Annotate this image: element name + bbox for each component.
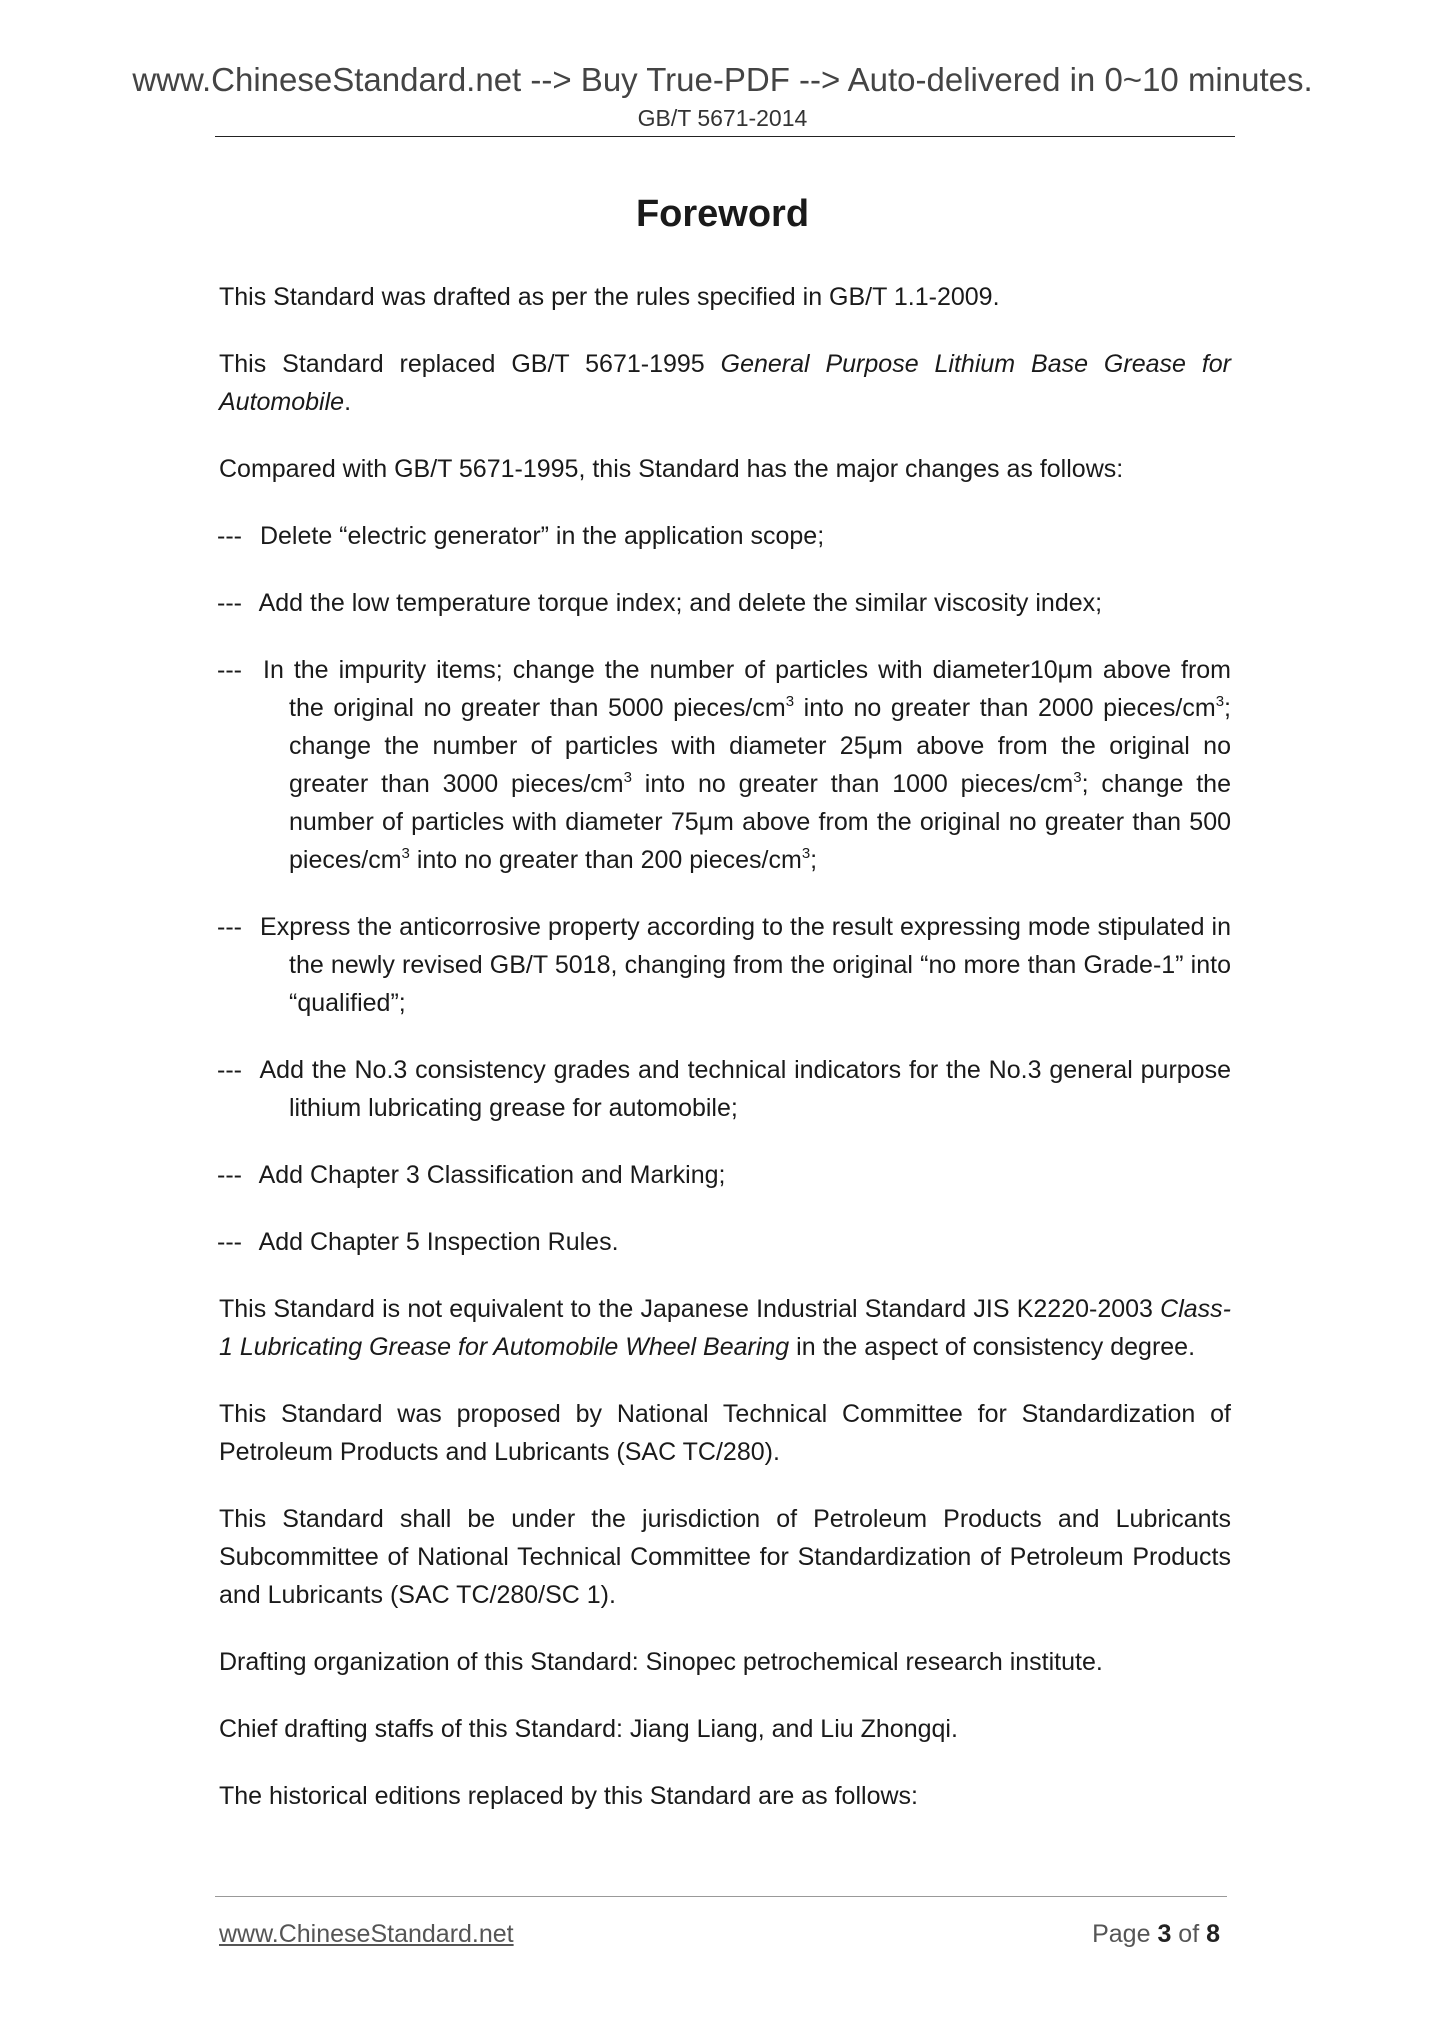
change-text: Add Chapter 3 Classification and Marking; — [258, 1161, 726, 1189]
change-text: In the impurity items; change the number of particles with diameter10μm above from the original no greater than 5000 pieces/cm — [263, 656, 1231, 722]
paragraph-drafting-staff: Chief drafting staffs of this Standard: Jiang Liang, and Liu Zhongqi. — [219, 1715, 958, 1743]
header-standard-number: GB/T 5671-2014 — [637, 105, 808, 131]
change-item: --- In the impurity items; change the number of particles with diameter10μm above from the original no greater than 5000 pieces/$cm^3$ into no greater than 2000 pieces/$cm^3$; change the number of particles with diameter 25μm above from the original no greater than 3000 pieces/$cm^3$ into no greater than 1000 pieces/$cm^3$; change the number of particles with diameter 75μm above from the original no greater than 500 pieces/$cm^3$ into no greater than 200 pieces/$cm^3$; — [217, 656, 1231, 874]
paragraph-replaced-standard — [219, 345, 1231, 421]
change-text: ; — [810, 846, 818, 874]
change-item: --- Add the No.3 consistency grades and technical indicators for the No.3 general purpose lithium lubricating grease for automobile; — [217, 1056, 1231, 1122]
superscript: 3 — [785, 693, 795, 710]
change-item: --- Add the low temperature torque index; and delete the similar viscosity index; — [217, 589, 1103, 617]
change-text: Delete “electric generator” in the application scope; — [259, 522, 825, 550]
text-span: This Standard is not equivalent to the Japanese Industrial Standard JIS K2220-2003 — [219, 1295, 1161, 1323]
paragraph-equivalence — [219, 1290, 1231, 1366]
paragraph-drafting-organization: Drafting organization of this Standard: Sinopec petrochemical research institute. — [219, 1648, 1103, 1676]
change-item: --- Delete “electric generator” in the application scope; — [217, 522, 825, 550]
change-text: Add Chapter 5 Inspection Rules. — [258, 1228, 619, 1256]
change-item: --- Add Chapter 5 Inspection Rules. — [217, 1228, 619, 1256]
change-text: ; change the number of particles with diameter 25μm above from the original no greater than 3000 pieces/cm — [289, 694, 1231, 798]
change-item: --- Add Chapter 3 Classification and Marking; — [217, 1161, 726, 1189]
paragraph-proposed-by: This Standard was proposed by National Technical Committee for Standardization of Petroleum Products and Lubricants (SAC TC/280). — [219, 1400, 1231, 1466]
change-text: into no greater than 2000 pieces/cm — [794, 694, 1216, 722]
change-text: Express the anticorrosive property according to the result expressing mode stipulated in the newly revised GB/T 5018, changing from the original “no more than Grade-1” into “qualified”; — [260, 913, 1231, 1017]
footer-website-link[interactable]: www.ChineseStandard.net — [219, 1920, 514, 1948]
text-span: . — [344, 388, 352, 416]
superscript: 3 — [1073, 769, 1082, 786]
change-text: Add the low temperature torque index; and delete the similar viscosity index; — [258, 589, 1103, 617]
change-item: --- Express the anticorrosive property according to the result expressing mode stipulated in the newly revised GB/T 5018, changing from the original “no more than Grade-1” into “qualified”; — [217, 913, 1231, 1017]
superscript: 3 — [401, 845, 410, 862]
paragraph-historical-editions: The historical editions replaced by this Standard are as follows: — [219, 1782, 918, 1810]
replaced-standard-title: General Purpose Lithium Base Grease for Automobile — [219, 350, 1231, 416]
header-banner: www.ChineseStandard.net --> Buy True-PDF --> Auto-delivered in 0~10 minutes. — [132, 61, 1313, 98]
foreword-body — [219, 278, 1231, 1844]
change-text: into no greater than 1000 pieces/cm — [631, 770, 1074, 798]
superscript: 3 — [623, 769, 632, 786]
text-span: in the aspect of consistency degree. — [789, 1333, 1196, 1361]
total-page-count: 8 — [1206, 1920, 1220, 1948]
jis-standard-title: Class-1 Lubricating Grease for Automobile Wheel Bearing — [219, 1295, 1231, 1361]
page-indicator — [1092, 1918, 1220, 1950]
change-text: ; change the number of particles with diameter 75μm above from the original no greater than 500 pieces/cm — [289, 770, 1231, 874]
page-title: Foreword — [635, 193, 810, 235]
page-label: of — [1171, 1920, 1207, 1948]
superscript: 3 — [801, 845, 811, 862]
change-text: Add the No.3 consistency grades and technical indicators for the No.3 general purpose lithium lubricating grease for automobile; — [259, 1056, 1231, 1122]
page-label: Page — [1092, 1920, 1158, 1948]
paragraph-drafting-rules: This Standard was drafted as per the rules specified in GB/T 1.1-2009. — [219, 283, 1000, 311]
footer-divider — [215, 1896, 1227, 1897]
current-page-number: 3 — [1157, 1920, 1172, 1948]
change-text: into no greater than 200 pieces/cm — [409, 846, 802, 874]
paragraph-jurisdiction: This Standard shall be under the jurisdiction of Petroleum Products and Lubricants Subcommittee of National Technical Committee for Standardization of Petroleum Products and Lubricants (SAC TC/280/SC 1). — [219, 1505, 1231, 1609]
superscript: 3 — [1215, 693, 1225, 710]
header-divider — [215, 136, 1235, 137]
paragraph-changes-intro: Compared with GB/T 5671-1995, this Standard has the major changes as follows: — [219, 455, 1124, 483]
text-span: This Standard replaced GB/T 5671-1995 — [219, 350, 721, 378]
